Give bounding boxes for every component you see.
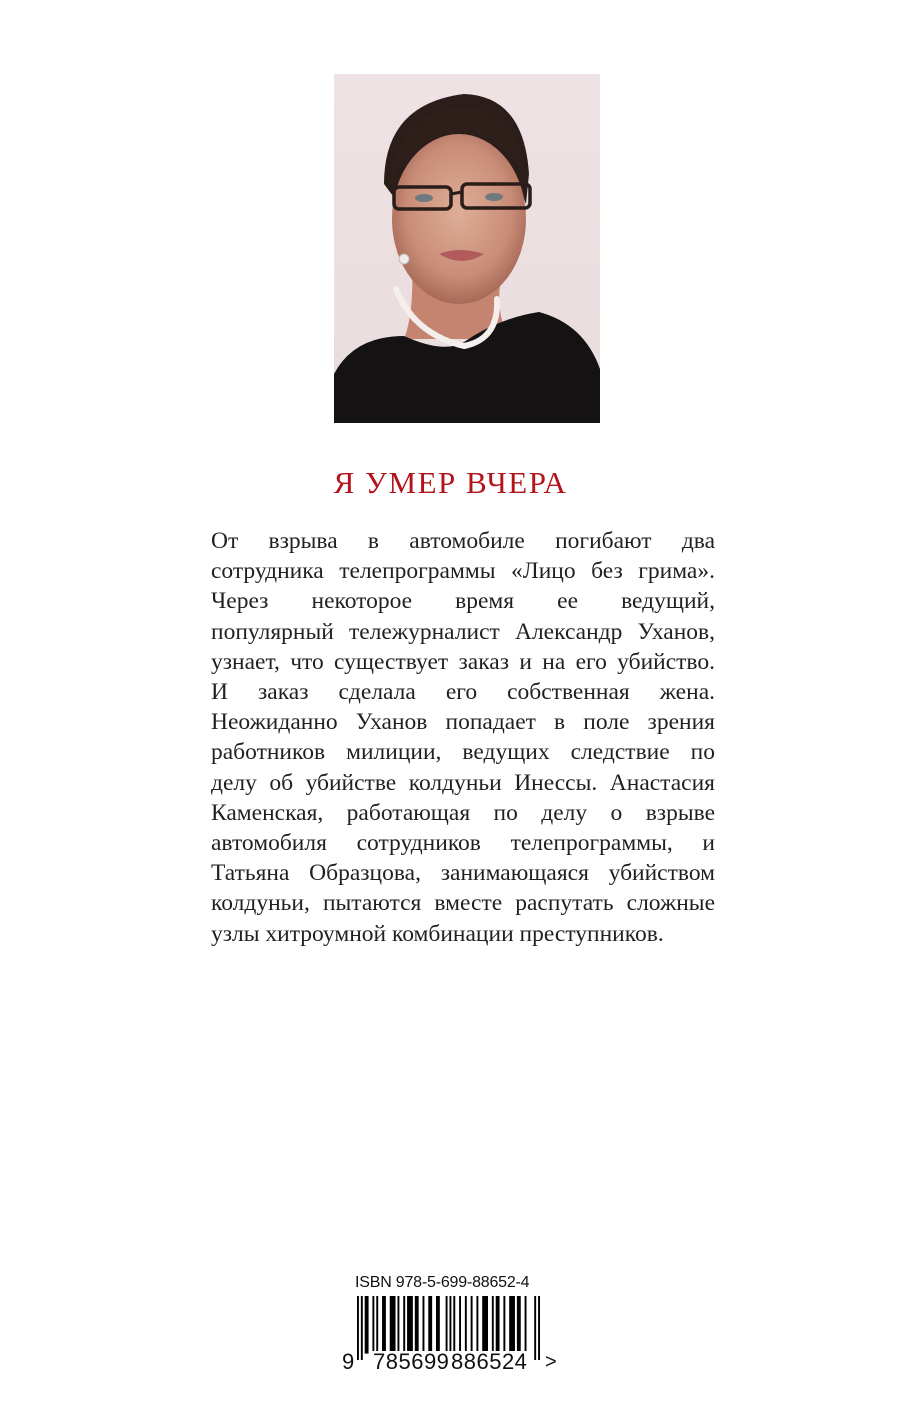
author-photo — [334, 74, 600, 423]
description-line: Татьяна Образцова, занимающаяся убийством — [211, 860, 715, 887]
book-description — [211, 526, 715, 949]
description-line: Каменская, работающая по делу о взрыве — [211, 799, 715, 826]
description-line: делу об убийстве колдуньи Инессы. Анастасия — [211, 769, 715, 796]
description-line: От взрыва в автомобиле погибают два — [211, 528, 715, 554]
description-line: колдуньи, пытаются вместе распутать сложные — [211, 890, 715, 917]
portrait-illustration — [334, 74, 600, 423]
description-line: И заказ сделала его собственная жена. — [211, 679, 715, 706]
description-line: узнает, что существует заказ и на его убийство. — [211, 648, 715, 675]
quiet-zone-marker: > — [545, 1351, 557, 1373]
barcode-digits-right: 886524 — [451, 1349, 528, 1374]
isbn-label: ISBN 978-5-699-88652-4 — [355, 1274, 530, 1291]
book-title: Я УМЕР ВЧЕРА — [333, 465, 568, 500]
isbn-barcode — [342, 1274, 580, 1374]
description-line: автомобиля сотрудников телепрограммы, и — [211, 830, 715, 857]
barcode-digits-left: 785699 — [373, 1349, 450, 1374]
description-line: сотрудника телепрограммы «Лицо без грима». — [211, 558, 715, 585]
description-line: работников милиции, ведущих следствие по — [211, 739, 715, 766]
description-line: Неожиданно Уханов попадает в поле зрения — [211, 709, 715, 736]
description-line: Через некоторое время ее ведущий, — [211, 588, 715, 615]
barcode-digit-first: 9 — [342, 1349, 355, 1374]
description-line: узлы хитроумной комбинации преступников. — [211, 920, 664, 947]
description-line: популярный тележурналист Александр Уханов, — [211, 618, 715, 645]
